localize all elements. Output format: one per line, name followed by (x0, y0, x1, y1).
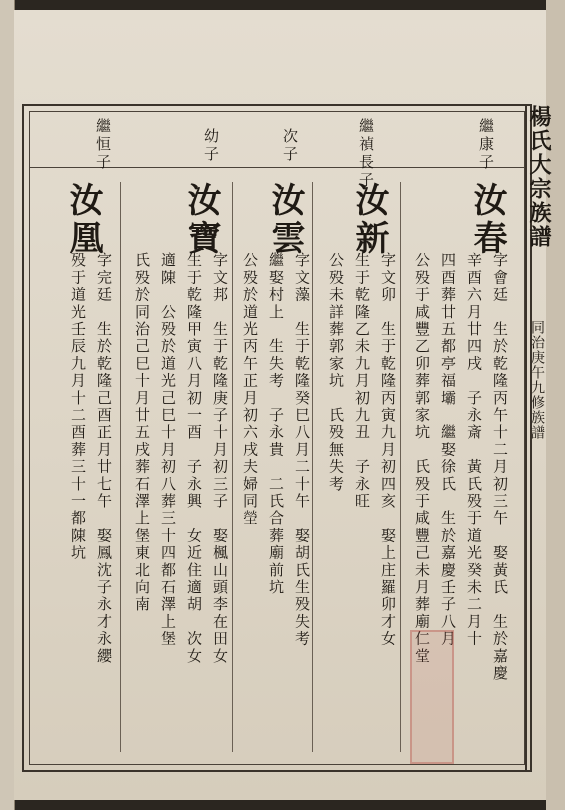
person-name: 汝凰 (63, 182, 103, 258)
relation-label: 繼康子 (477, 118, 495, 172)
red-seal-stamp (410, 630, 454, 764)
bio-line: 公殁于咸豐乙卯葬郭家坑 氏殁于咸豐己未月葬廟仁堂 (413, 252, 431, 665)
book-spine-edge (0, 0, 15, 810)
bio-line: 字會廷 生於乾隆丙午十二月初三午 娶黃氏 生於嘉慶 (491, 252, 509, 682)
bio-line: 字文藻 生于乾隆癸巳八月二十午 娶胡氏生殁失考 (293, 252, 311, 648)
bio-line: 氏殁於同治己巳十月廿五戌葬石澤上堡東北向南 (133, 252, 151, 614)
person-name: 汝新 (349, 182, 389, 258)
edition-strip: 同治庚午九修族譜 (529, 320, 545, 440)
person-name: 汝雲 (265, 182, 305, 258)
column-separator (232, 182, 233, 752)
bio-line: 辛酉六月廿四戌 子永斎 黃氏殁于道光癸未二月十 (465, 252, 483, 648)
bio-line: 殁于道光壬辰九月十二酉葬三十一都陳坑 (69, 252, 87, 562)
relation-label: 幼子 (202, 128, 220, 164)
bio-line: 生于乾隆乙未九月初九丑 子永旺 (353, 252, 371, 510)
bio-line: 適陳 公殁於道光己巳十月初八葬三十四都石澤上堡 (159, 252, 177, 648)
bio-line: 繼娶村上 生失考 子永貴 二氏合葬廟前坑 (267, 252, 285, 596)
person-name: 汝寶 (181, 182, 221, 258)
relation-label: 繼恒子 (94, 118, 112, 172)
bio-line: 公殁未詳葬郭家坑 氏殁無失考 (327, 252, 345, 493)
bio-line: 生于乾隆甲寅八月初一酉 子永興 女近住適胡 次女 (185, 252, 203, 665)
column-separator (120, 182, 121, 752)
column-separator (312, 182, 313, 752)
bio-line: 四酉葬廿五都亭福壩 繼娶徐氏 生於嘉慶壬子八月 (439, 252, 457, 648)
bio-line: 字文邦 生于乾隆庚子十月初三子 娶楓山頭李在田女 (211, 252, 229, 665)
relation-label: 繼禎長子 (357, 118, 375, 190)
column-separator (400, 182, 401, 752)
book-title-strip: 楊氏大宗族譜 (526, 105, 552, 249)
bio-line: 字完廷 生於乾隆己酉正月廿七午 娶鳳沈子永才永纓 (95, 252, 113, 665)
person-name: 汝春 (467, 182, 507, 258)
bio-line: 公殁於道光丙午正月初六戌夫婦同塋 (241, 252, 259, 528)
bio-line: 字文卯 生于乾隆丙寅九月初四亥 娶上庄羅卯才女 (379, 252, 397, 648)
relation-label: 次子 (281, 128, 299, 164)
